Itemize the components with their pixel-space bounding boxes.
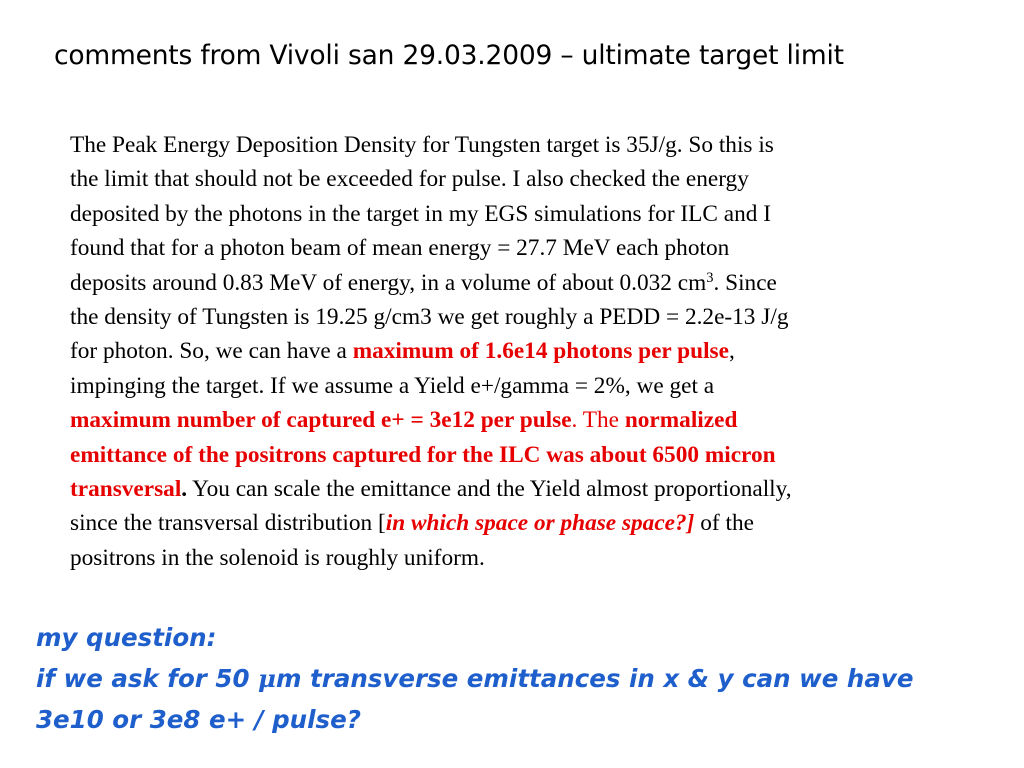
comment-text: You can scale the emittance and the Yield almost proportionally, — [187, 476, 792, 503]
highlight-normalized: normalized — [624, 407, 738, 434]
my-question-block — [36, 617, 913, 740]
question-line-2: 3e10 or 3e8 e+ / pulse? — [36, 705, 361, 734]
question-text: if we ask for 50 — [36, 664, 259, 693]
comment-line-5 — [70, 266, 960, 300]
comment-line-6 — [70, 300, 960, 334]
comment-text: the limit that should not be exceeded for pulse. I also checked the energy — [70, 166, 749, 193]
comment-text: for photon. So, we can have a — [70, 338, 353, 365]
comment-line-4 — [70, 231, 960, 265]
inserted-question-note: in which space or phase space?] — [385, 510, 695, 537]
comment-text: . Since — [713, 269, 777, 296]
question-text: m transverse emittances in x & y can we have — [275, 664, 914, 693]
comment-text: The Peak Energy Deposition Density for Tungsten target is 35J/g. So this is — [70, 132, 774, 158]
question-line-1 — [36, 658, 913, 699]
comment-line-1 — [70, 128, 960, 162]
superscript-three: 3 — [706, 269, 714, 286]
comment-text: found that for a photon beam of mean energy = 27.7 MeV each photon — [70, 235, 730, 262]
quoted-comment — [70, 128, 960, 575]
comment-text: deposited by the photons in the target in my EGS simulations for ILC and I — [70, 200, 771, 227]
comment-line-12 — [70, 506, 960, 540]
slide-title: comments from Vivoli san 29.03.2009 – ultimate target limit — [54, 40, 844, 71]
comment-text: the density of Tungsten is 19.25 g/cm3 we get roughly a PEDD = 2.2e-13 J/g — [70, 304, 789, 331]
comment-text: impinging the target. If we assume a Yield e+/gamma = 2%, we get a — [70, 372, 715, 399]
comment-line-10 — [70, 438, 960, 472]
question-heading: my question: — [36, 623, 217, 652]
comment-text: positrons in the solenoid is roughly uniform. — [70, 544, 485, 571]
highlight-max-photons: maximum of 1.6e14 photons per pulse — [352, 338, 729, 365]
comment-text: deposits around 0.83 MeV of energy, in a volume of about 0.032 cm — [70, 269, 707, 296]
comment-line-2 — [70, 162, 960, 196]
highlight-emittance: emittance of the positrons captured for the ILC was about 6500 micron — [70, 441, 776, 468]
comment-text: , — [728, 338, 735, 365]
comment-line-11 — [70, 472, 960, 506]
mu-symbol: μ — [258, 664, 276, 693]
comment-line-8 — [70, 369, 960, 403]
comment-line-7 — [70, 334, 960, 368]
comment-text: of the — [694, 510, 754, 537]
comment-text-red: . The — [571, 407, 625, 434]
highlight-max-captured-positrons: maximum number of captured e+ = 3e12 per pulse — [70, 407, 572, 434]
highlight-transversal: transversal — [70, 476, 182, 503]
comment-line-13 — [70, 541, 960, 575]
comment-period: . — [181, 476, 188, 503]
comment-line-9 — [70, 403, 960, 437]
comment-line-3 — [70, 197, 960, 231]
comment-text: since the transversal distribution [ — [70, 510, 386, 537]
